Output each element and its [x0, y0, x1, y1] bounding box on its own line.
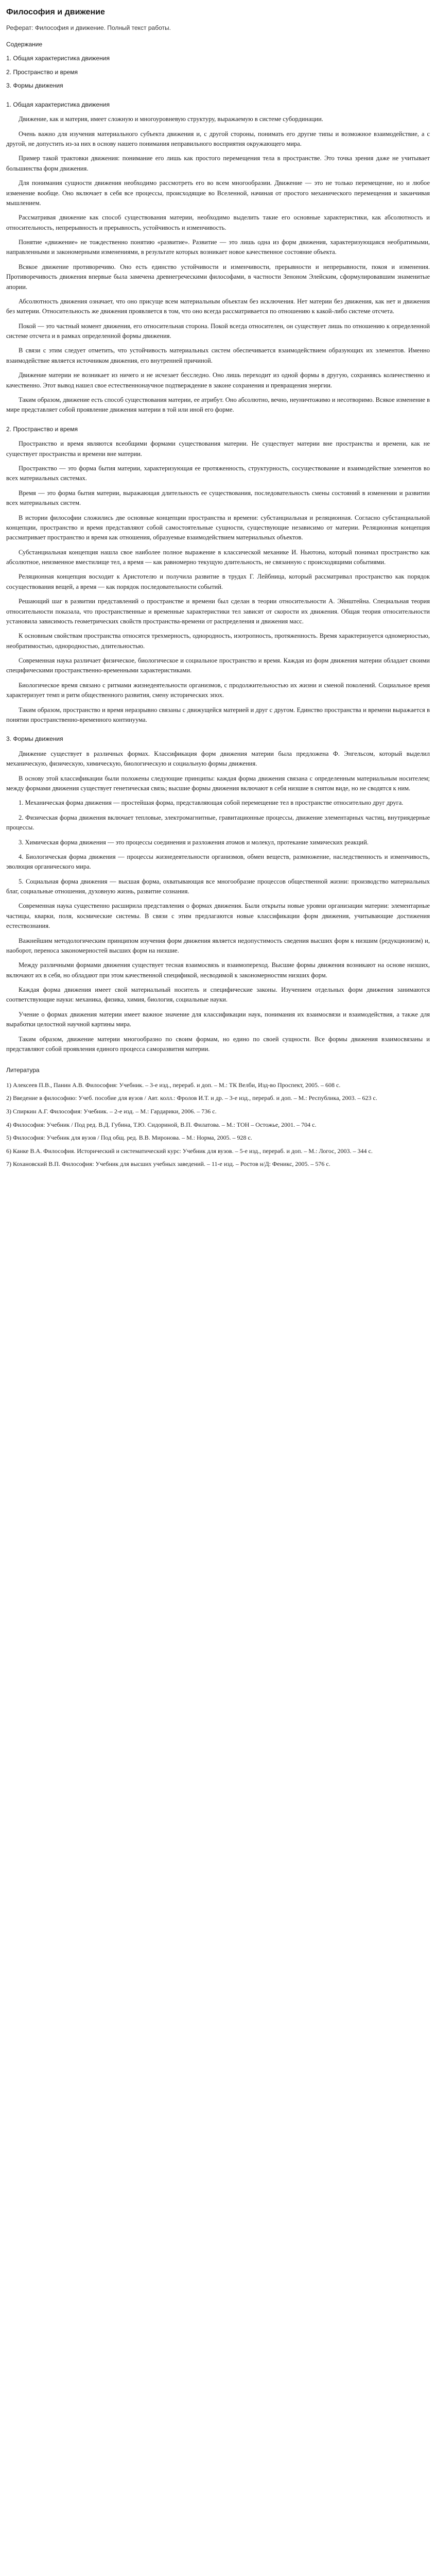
- section-heading: 2. Пространство и время: [6, 425, 78, 433]
- paragraph: Между различными формами движения существует тесная взаимосвязь и взаимопереход. Высшие формы движения возникают на основе низших, включают их в себя, но обладают при этом качественной спецификой, несводимой к закономерностям низших форм.: [6, 961, 430, 979]
- paragraph: В связи с этим следует отметить, что устойчивость материальных систем обеспечивается взаимодействием образующих их элементов. Именно взаимодействие является источником движения, его внутренней причиной.: [6, 347, 430, 364]
- paragraph: Движение материи не возникает из ничего и не исчезает бесследно. Оно лишь переходит из одной формы в другую, сохраняясь количественно и качественно. Этот вывод нашел свое естественнонаучное подтверждение в законе сохранения и превращения энергии.: [6, 371, 430, 389]
- paragraph: Абсолютность движения означает, что оно присуще всем материальным объектам без исключения. Нет материи без движения, как нет и движения без материи. Относительность же движения проявляется в том, что оно всегда рассматривается по отношению к какой-либо системе отсчета.: [6, 297, 430, 315]
- section-1: [6, 100, 430, 415]
- paragraph: Для понимания сущности движения необходимо рассмотреть его во всем многообразии. Движение — это не только перемещение, но и любое изменение вообще. Оно включает в себя все процессы, происходящие во Вселенной, начиная от простого механического перемещения и заканчивая мышлением.: [6, 179, 430, 207]
- reference-item: 1) Алексеев П.В., Панин А.В. Философия: Учебник. – 3-е изд., перераб. и доп. – М.: ТК Велби, Изд-во Проспект, 2005. – 608 с.: [6, 1081, 341, 1089]
- paragraph: Современная наука различает физическое, биологическое и социальное пространство и время. Каждая из форм движения материи обладает своими специфическими пространственно-временными характеристиками.: [6, 657, 430, 674]
- toc-item[interactable]: 2. Пространство и время: [6, 68, 78, 76]
- paragraph: Таким образом, пространство и время неразрывно связаны с движущейся материей и друг с другом. Единство пространства и времени выражается в понятии пространственно-временного континуума.: [6, 706, 430, 723]
- paragraph: Движение, как и материя, имеет сложную и многоуровневую структуру, выражаемую в системе субординации.: [19, 115, 323, 123]
- paragraph: 1. Механическая форма движения — простейшая форма, представляющая собой перемещение тел в пространстве относительно друг друга.: [19, 799, 404, 807]
- document-body: [6, 100, 430, 1055]
- paragraph: 3. Химическая форма движения — это процессы соединения и разложения атомов и молекул, протекание химических реакций.: [19, 838, 369, 846]
- paragraph: Рассматривая движение как способ существования материи, необходимо выделить такие его основные характеристики, как абсолютность и относительность, непрерывность и прерывность, устойчивость и изменчивость.: [6, 214, 430, 231]
- paragraph: Время — это форма бытия материи, выражающая длительность ее существования, последовательность смены состояний в изменении и развитии всех материальных систем.: [6, 489, 430, 507]
- paragraph: Движение существует в различных формах. Классификация форм движения материи была предложена Ф. Энгельсом, который выделил механическую, физическую, химическую, биологическую и социальную формы движения.: [6, 750, 430, 768]
- toc-item[interactable]: 3. Формы движения: [6, 82, 63, 90]
- paragraph: Каждая форма движения имеет свой материальный носитель и специфические законы. Изучением отдельных форм движения занимаются соответствующие науки: механика, физика, химия, биология, социальные науки.: [6, 986, 430, 1004]
- paragraph: 4. Биологическая форма движения — процессы жизнедеятельности организмов, обмен веществ, размножение, наследственность и изменчивость, эволюция органического мира.: [6, 853, 430, 871]
- toc-heading: Содержание: [6, 41, 43, 48]
- paragraph: Пример такой трактовки движения: понимание его лишь как простого перемещения тела в пространстве. Это точка зрения даже не учитывает большинства форм движения.: [6, 155, 430, 172]
- section-3: [6, 734, 430, 1054]
- page-title: Философия и движение: [6, 8, 105, 16]
- paragraph: Таким образом, движение есть способ существования материи, ее атрибут. Оно абсолютно, вечно, неуничтожимо и несотворимо. Всякое изменение в мире представляет собой проявление движения материи в той или иной его форме.: [6, 396, 430, 414]
- references-list: [6, 1080, 430, 1169]
- references-heading: Литература: [6, 1066, 40, 1074]
- paragraph: Биологическое время связано с ритмами жизнедеятельности организмов, с продолжительностью их жизни и сменой поколений. Социальное время характеризует темп и ритм общественного развития, смену исторических эпох.: [6, 681, 430, 699]
- paragraph: Пространство и время являются всеобщими формами существования материи. Не существует материи вне пространства и времени, как не существует пространства и времени вне материи.: [6, 440, 430, 457]
- paragraph: Важнейшим методологическим принципом изучения форм движения является недопустимость сведения высших форм к низшим (редукционизм) и, наоборот, переноса закономерностей высших форм на низшие.: [6, 937, 430, 954]
- paragraph: Таким образом, движение материи многообразно по своим формам, но едино по своей сущности. Все формы движения взаимосвязаны и представляют собой проявления единого процесса саморазвития материи.: [6, 1035, 430, 1053]
- toc-item[interactable]: 1. Общая характеристика движения: [6, 54, 110, 62]
- paragraph: Понятие «движение» не тождественно понятию «развитие». Развитие — это лишь одна из форм движения, характеризующаяся необратимыми, направленными и закономерными изменениями, в результате которых возникает новое качественное состояние объекта.: [6, 239, 430, 256]
- paragraph: Современная наука существенно расширила представления о формах движения. Были открыты новые уровни организации материи: элементарные частицы, кварки, поля, космические системы. В связи с этим предлагаются новые классификации форм движения, учитывающие достижения естествознания.: [6, 902, 430, 930]
- paragraph: В истории философии сложились две основные концепции пространства и времени: субстанциальная и реляционная. Согласно субстанциальной концепции, пространство и время представляют собой самостоятельные сущности, существующие независимо от материи. Реляционная концепция рассматривает пространство и время как отношения, образуемые взаимодействием материальных объектов.: [6, 514, 430, 541]
- paragraph: Реляционная концепция восходит к Аристотелю и получила развитие в трудах Г. Лейбница, который рассматривал пространство как порядок сосуществования вещей, а время — как порядок последовательности событий.: [6, 573, 430, 590]
- reference-item: 4) Философия: Учебник / Под ред. В.Д. Губина, Т.Ю. Сидориной, В.П. Филатова. – М.: ТОН – Остожье, 2001. – 704 с.: [6, 1121, 317, 1128]
- paragraph: Покой — это частный момент движения, его относительная сторона. Покой всегда относителен, он существует лишь по отношению к определенной системе отсчета и в рамках определенной формы движения.: [6, 322, 430, 340]
- reference-item: 7) Кохановский В.П. Философия: Учебник для высших учебных заведений. – 11-е изд. – Ростов н/Д: Феникс, 2005. – 576 с.: [6, 1160, 330, 1168]
- document-page: [0, 0, 436, 1193]
- paragraph: В основу этой классификации были положены следующие принципы: каждая форма движения связана с определенным материальным носителем; между формами движения существует генетическая связь; высшие формы движения включают в себя низшие в снятом виде, но не сводятся к ним.: [6, 774, 430, 792]
- paragraph: К основным свойствам пространства относятся трехмерность, однородность, изотропность, протяженность. Время характеризуется одномерностью, необратимостью, однородностью, длительностью.: [6, 632, 430, 650]
- section-heading: 3. Формы движения: [6, 735, 63, 743]
- reference-item: 2) Введение в философию: Учеб. пособие для вузов / Авт. колл.: Фролов И.Т. и др. – 3-е изд., перераб. и доп. – М.: Республика, 2003. – 623 с.: [6, 1094, 377, 1102]
- reference-item: 6) Канке В.А. Философия. Исторический и систематический курс: Учебник для вузов. – 5-е изд., перераб. и доп. – М.: Логос, 2003. – 344 с.: [6, 1147, 373, 1155]
- paragraph: 5. Социальная форма движения — высшая форма, охватывающая все многообразие процессов общественной жизни: производство материальных благ, социальные отношения, духовную жизнь, развитие сознания.: [6, 877, 430, 895]
- references-section: [6, 1065, 430, 1169]
- reference-item: 5) Философия: Учебник для вузов / Под общ. ред. В.В. Миронова. – М.: Норма, 2005. – 928 с.: [6, 1134, 252, 1142]
- paragraph: Очень важно для изучения материального субъекта движения и, с другой стороны, понимать его другие типы и возможное взаимодействие, а с другой, не допустить из-за них в основу нашего понимания неправильного восприятия окружающего мира.: [6, 130, 430, 148]
- paragraph: Субстанциальная концепция нашла свое наиболее полное выражение в классической механике И. Ньютона, который понимал пространство как абсолютное, неизменное вместилище тел, а время — как равномерно текущую длительность, не связанную с происходящими событиями.: [6, 548, 430, 566]
- document-subtitle: Реферат: Философия и движение. Полный текст работы.: [6, 24, 171, 31]
- table-of-contents: [6, 40, 430, 90]
- section-2: [6, 425, 430, 725]
- paragraph: Пространство — это форма бытия материи, характеризующая ее протяженность, структурность, сосуществование и взаимодействие элементов во всех материальных системах.: [6, 465, 430, 482]
- paragraph: Всякое движение противоречиво. Оно есть единство устойчивости и изменчивости, прерывности и непрерывности, покоя и изменения. Противоречивость движения впервые была замечена древнегреческими философами, в частности Зеноном Элейским, сформулировавшим знаменитые апории.: [6, 263, 430, 291]
- paragraph: Учение о формах движения материи имеет важное значение для классификации наук, понимания их взаимосвязи и взаимодействия, а также для выработки целостной научной картины мира.: [6, 1010, 430, 1028]
- toc-list: [6, 54, 430, 91]
- paragraph: 2. Физическая форма движения включает тепловые, электромагнитные, гравитационные процессы, движение элементарных частиц, внутриядерные процессы.: [6, 814, 430, 832]
- reference-item: 3) Спиркин А.Г. Философия: Учебник. – 2-е изд. – М.: Гардарики, 2006. – 736 с.: [6, 1108, 217, 1115]
- paragraph: Решающий шаг в развитии представлений о пространстве и времени был сделан в теории относительности А. Эйнштейна. Специальная теория относительности показала, что пространственные и временные характеристики тел зависят от скорости их движения. Общая теория относительности установила зависимость геометрических свойств пространства-времени от распределения и движения масс.: [6, 598, 430, 625]
- section-heading: 1. Общая характеристика движения: [6, 100, 110, 108]
